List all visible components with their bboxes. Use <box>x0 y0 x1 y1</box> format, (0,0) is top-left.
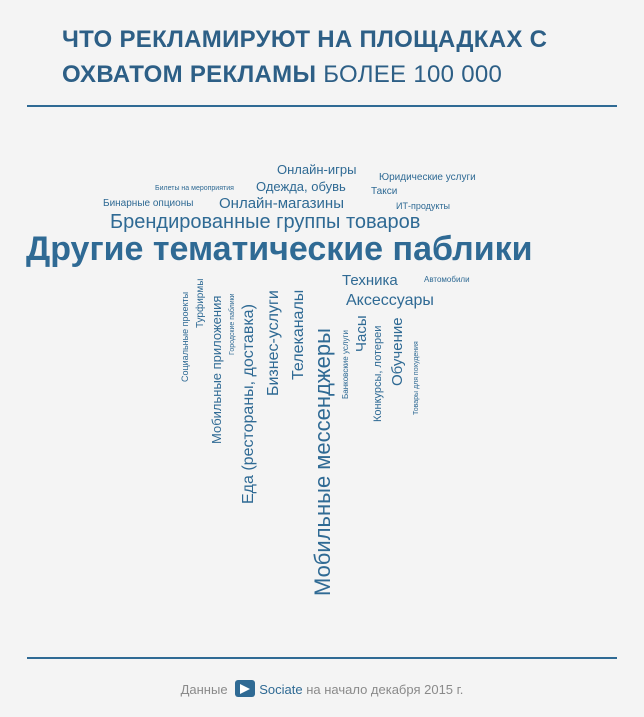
sociate-logo-icon <box>235 680 255 697</box>
word-mobile-apps: Мобильные приложения <box>209 295 224 444</box>
footer-suffix: на начало декабря 2015 г. <box>306 682 464 697</box>
word-city: Городские паблики <box>229 293 236 355</box>
word-tech: Техника <box>342 272 398 289</box>
page-title <box>62 22 602 92</box>
word-taxi: Такси <box>371 186 398 197</box>
word-food: Еда (рестораны, доставка) <box>240 304 257 504</box>
title-normal: БОЛЕЕ 100 000 <box>323 61 503 88</box>
title-bold: ЧТО РЕКЛАМИРУЮТ НА ПЛОЩАДКАХ С ОХВАТОМ РЕКЛАМЫ <box>62 26 548 88</box>
footer-brand: Sociate <box>259 682 303 697</box>
word-tickets: Билеты на мероприятия <box>155 185 234 192</box>
word-clothes: Одежда, обувь <box>256 179 346 194</box>
word-cars: Автомобили <box>424 275 470 284</box>
word-accessories: Аксессуары <box>346 292 434 309</box>
word-binary: Бинарные опционы <box>103 198 194 209</box>
word-business: Бизнес-услуги <box>265 290 282 396</box>
word-branded: Брендированные группы товаров <box>110 211 421 233</box>
word-online-shops: Онлайн-магазины <box>219 195 344 212</box>
word-messengers: Мобильные мессенджеры <box>310 328 335 596</box>
word-contests: Конкурсы, лотереи <box>372 325 384 422</box>
word-education: Обучение <box>389 317 406 386</box>
top-divider <box>27 105 617 107</box>
word-it: ИТ-продукты <box>396 201 451 211</box>
word-tv: Телеканалы <box>290 289 307 380</box>
footer-credit <box>0 680 644 697</box>
word-other-publics: Другие тематические паблики <box>26 230 533 268</box>
word-legal: Юридические услуги <box>379 172 476 183</box>
word-tours: Турфирмы <box>195 278 206 328</box>
word-weight-loss: Товары для похудения <box>413 341 420 415</box>
word-online-games: Онлайн-игры <box>277 162 357 177</box>
word-social: Социальные проекты <box>180 291 190 382</box>
word-watches: Часы <box>353 315 370 352</box>
bottom-divider <box>27 657 617 659</box>
word-bank: Банковские услуги <box>341 330 350 399</box>
footer-prefix: Данные <box>180 682 228 697</box>
